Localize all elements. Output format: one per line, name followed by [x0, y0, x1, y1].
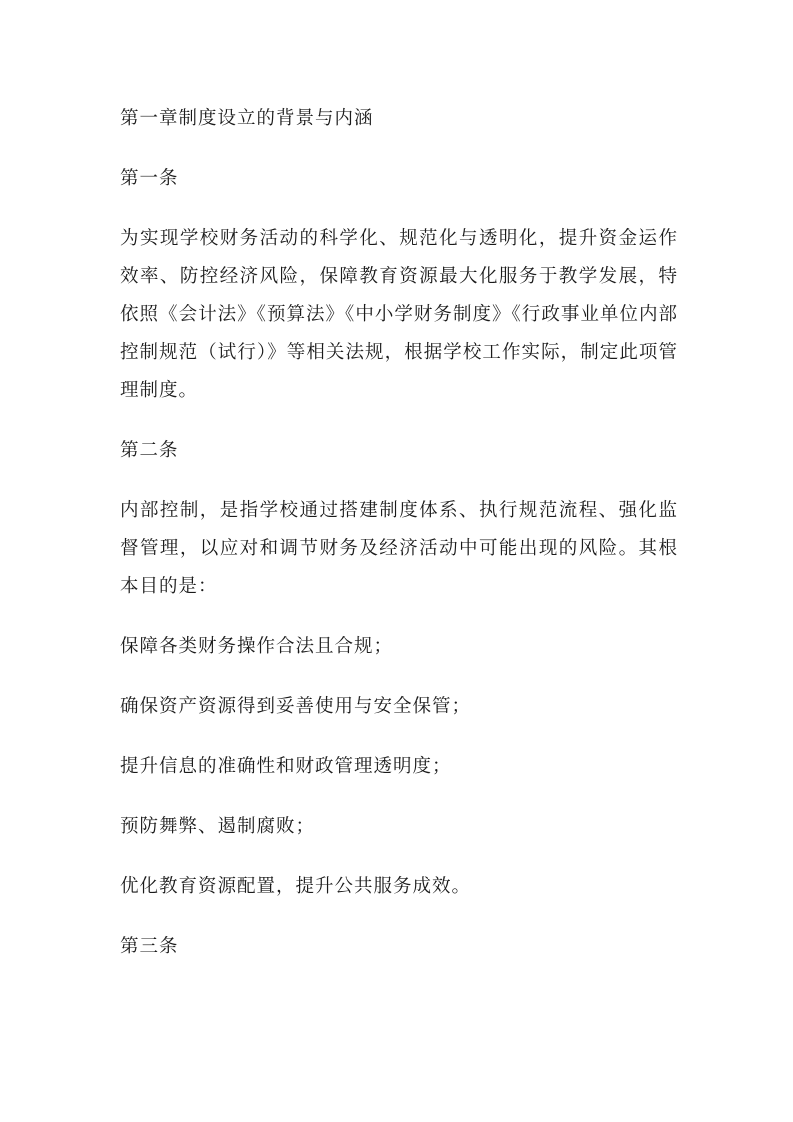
list-item: 预防舞弊、遏制腐败； [120, 816, 316, 837]
article-1-label: 第一条 [120, 168, 179, 189]
list-item: 保障各类财务操作合法且合规； [120, 636, 394, 657]
list-item: 提升信息的准确性和财政管理透明度； [120, 756, 452, 777]
article-1-text: 为实现学校财务活动的科学化、规范化与透明化，提升资金运作效率、防控经济风险，保障教育资源最大化服务于教学发展，特依照《会计法》《预算法》《中小学财务制度》《行政事业单位内部控制规范（试行）》等相关法规，根据学校工作实际，制定此项管理制度。 [120, 228, 678, 401]
chapter-title: 第一章制度设立的背景与内涵 [120, 108, 374, 129]
document-body [120, 100, 678, 988]
article-2-text: 内部控制，是指学校通过搭建制度体系、执行规范流程、强化监督管理，以应对和调节财务及经济活动中可能出现的风险。其根本目的是： [120, 500, 678, 597]
list-item: 确保资产资源得到妥善使用与安全保管； [120, 696, 472, 717]
list-item: 优化教育资源配置，提升公共服务成效。 [120, 876, 472, 897]
article-2-label: 第二条 [120, 440, 179, 461]
article-3-label: 第三条 [120, 936, 179, 957]
